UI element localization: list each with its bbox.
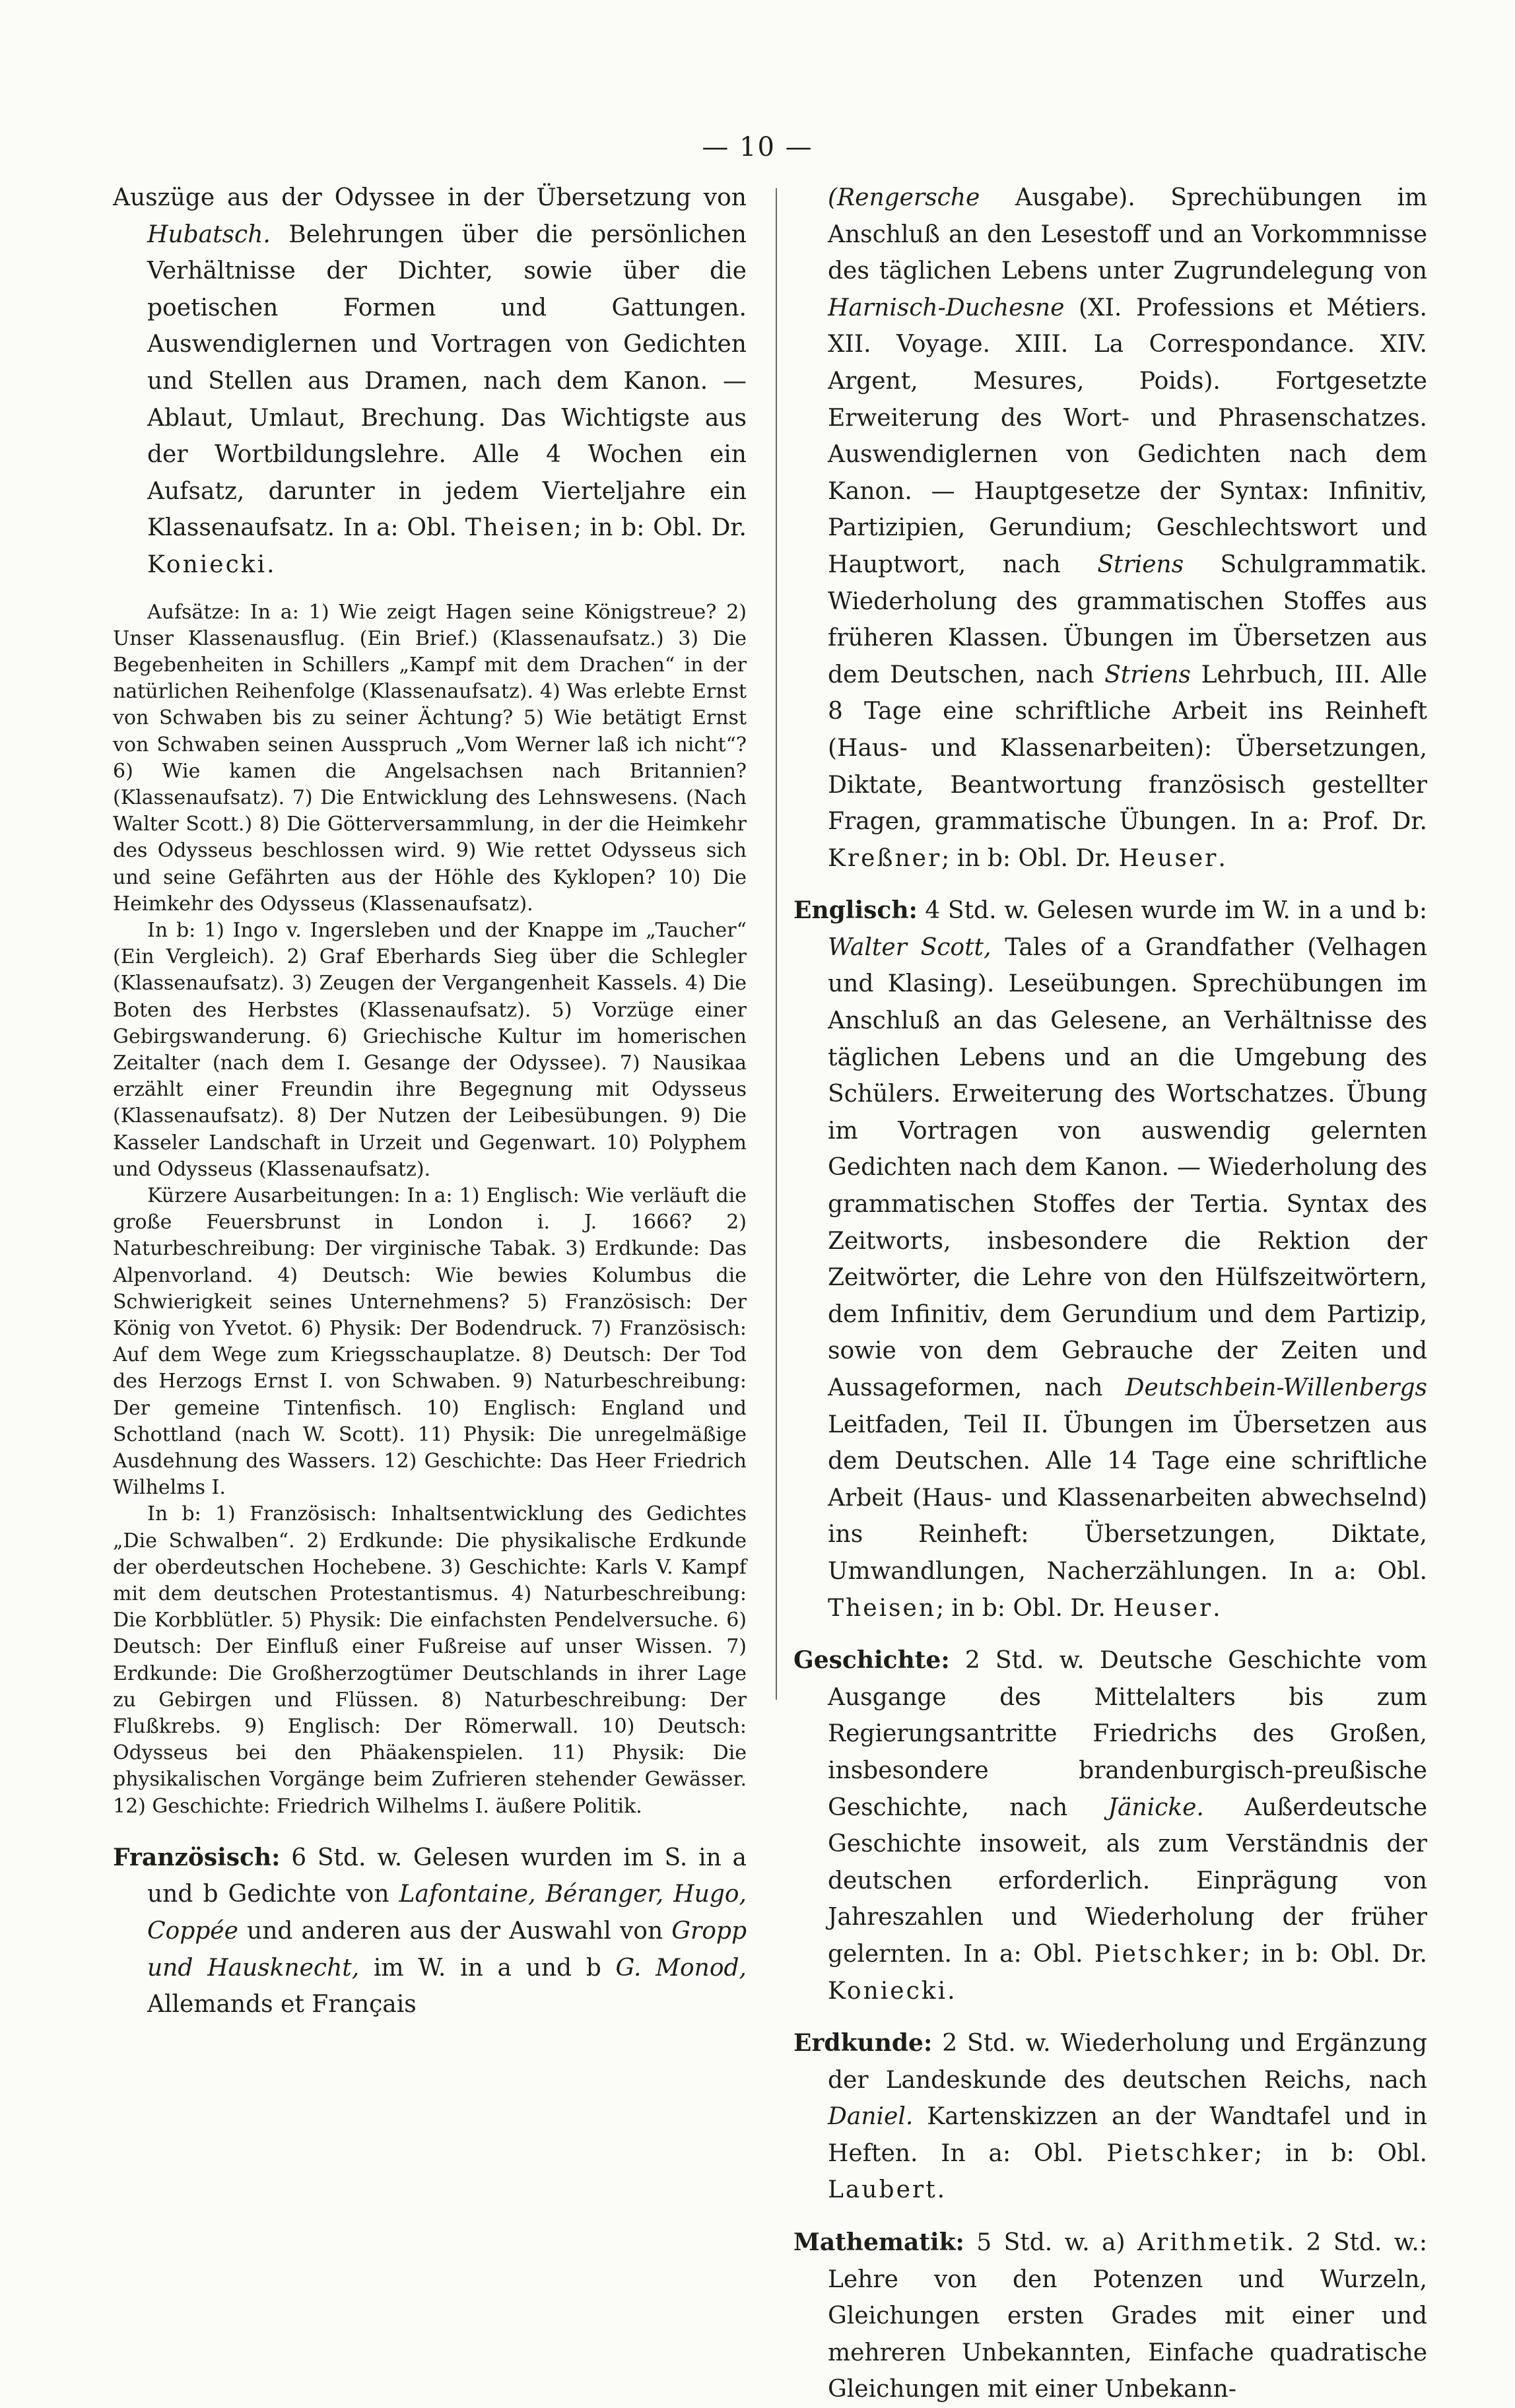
italic-text: G. Monod,	[615, 1954, 747, 1982]
column-divider	[776, 188, 777, 1700]
text-run: ; in b: Obl. Dr.	[1242, 1940, 1427, 1968]
text-run: ; in b: Obl.	[1254, 2139, 1427, 2167]
italic-text: Striens	[1097, 551, 1184, 578]
text-run: 6 Std. w. Gelesen wurden im S. in a und b Gedichte von	[147, 1844, 747, 1908]
italic-text: Deutschbein-Willenbergs	[1125, 1374, 1427, 1401]
text-run: im W. in a und b	[359, 1954, 616, 1982]
text-run: ; in b: Obl. Dr.	[573, 514, 747, 542]
italic-text: Walter Scott,	[828, 933, 992, 961]
italic-text: Gropp und Hausknecht,	[147, 1918, 747, 1982]
teacher-name: Koniecki	[147, 551, 267, 578]
text-run: .	[937, 2176, 945, 2204]
teacher-name: Laubert	[828, 2176, 937, 2204]
text-run: Kartenskizzen an der Wandtafel und in Heften. In a: Obl.	[828, 2103, 1427, 2167]
text-run: .	[267, 551, 275, 578]
italic-text: Harnisch-Duchesne	[828, 294, 1065, 321]
teacher-name: Theisen	[465, 514, 574, 542]
teacher-name: Heuser	[1118, 844, 1219, 872]
teacher-name: Theisen	[828, 1594, 936, 1622]
text-run: 4 Std. w. Gelesen wurde im W. in a und b:	[917, 897, 1427, 925]
text-run: Außerdeutsche Geschichte insoweit, als zum Verständnis der deutschen erforderlich. Einprägung von Jahreszahlen und Wiederholung der früher gelernten. In a: Obl.	[828, 1793, 1427, 1968]
text-run: .	[947, 1977, 955, 2005]
aufsaetze-class-a: Aufsätze: In a: 1) Wie zeigt Hagen seine Königstreue? 2) Unser Klassenausflug. (Ein Brief.) (Klassenaufsatz.) 3) Die Begebenheiten in Schillers „Kampf mit dem Drachen“ in der natürlichen Reihenfolge (Klassenaufsatz). 4) Was erlebte Ernst von Schwaben bis zu seiner Ächtung? 5) Wie betätigt Ernst von Schwaben seinen Ausspruch „Vom Werner laß ich nicht“? 6) Wie kamen die Angelsachsen nach Britannien? (Klassenaufsatz). 7) Die Entwicklung des Lehnswesens. (Nach Walter Scott.) 8) Die Götterversammlung, in der die Heimkehr des Odysseus beschlossen wird. 9) Wie rettet Odysseus sich und seine Gefährten aus der Höhle des Kyklopen? 10) Die Heimkehr des Odysseus (Klassenaufsatz).	[113, 600, 747, 916]
text-run: 2 Std. w. Deutsche Geschichte vom Ausgange des Mittelalters bis zum Regierungsantritte Friedrichs des Großen, insbesondere brandenburgisch-preußische Geschichte, nach	[828, 1647, 1427, 1821]
deutsch-paragraph	[113, 180, 747, 584]
teacher-name: Koniecki	[828, 1977, 948, 2005]
text-run: .	[1213, 1594, 1221, 1622]
mathematik-paragraph	[793, 2224, 1427, 2408]
italic-text: Jänicke.	[1108, 1793, 1204, 1821]
englisch-paragraph	[793, 892, 1427, 1626]
text-run: Leitfaden, Teil II. Übungen im Übersetzen aus dem Deutschen. Alle 14 Tage eine schriftliche Arbeit (Haus- und Klassenarbeiten abwechselnd) ins Reinheft: Übersetzungen, Diktate, Umwandlungen, Nacherzählungen. In a: Obl.	[828, 1411, 1427, 1585]
text-run: 2 Std. w. Wiederholung und Ergänzung der Landeskunde des deutschen Reichs, nach	[828, 2030, 1427, 2094]
text-run: und anderen aus der Auswahl von	[238, 1918, 672, 1945]
text-run: Belehrungen über die persönlichen Verhältnisse der Dichter, sowie über die poetischen Formen und Gattungen. Auswendiglernen und Vortragen von Gedichten und Stellen aus Dramen, nach dem Kanon. — Ablaut, Umlaut, Brechung. Das Wichtigste aus der Wortbildungslehre. Alle 4 Wochen ein Aufsatz, darunter in jedem Vierteljahre ein Klassenaufsatz. In a: Obl.	[147, 220, 747, 542]
text-run: Auszüge aus der Odyssee in der Übersetzung von	[113, 184, 747, 211]
text-run: . 2 Std. w.: Lehre von den Potenzen und Wurzeln, Gleichungen ersten Grades mit einer und mehreren Unbekannten, Einfache quadratische Gleichungen mit einer Unbekann-	[828, 2229, 1427, 2403]
italic-text: (Rengersche	[828, 184, 980, 211]
page-number: — 10 —	[702, 132, 813, 162]
teacher-name: Arithmetik	[1137, 2229, 1287, 2257]
text-run: ; in b: Obl. Dr.	[935, 1594, 1114, 1622]
text-run: Ausgabe). Sprechübungen im Anschluß an den Lesestoff und an Vorkommnisse des täglichen Lebens unter Zugrundelegung von	[828, 184, 1427, 285]
teacher-name: Kreßner	[828, 844, 942, 872]
subject-heading: Erdkunde:	[793, 2029, 933, 2057]
text-run: .	[1218, 844, 1226, 872]
kurze-ausarbeitungen-class-b: In b: 1) Französisch: Inhaltsentwicklung des Gedichtes „Die Schwalben“. 2) Erdkunde: Die physikalische Erdkunde der oberdeutschen Hochebene. 3) Geschichte: Karls V. Kampf mit dem deutschen Protestantismus. 4) Naturbeschreibung: Die Korbblütler. 5) Physik: Die einfachsten Pendelversuche. 6) Deutsch: Der Einfluß einer Fußreise auf unser Wissen. 7) Erdkunde: Die Großherzogtümer Deutschlands in ihrer Lage zu Gebirgen und Flüssen. 8) Naturbeschreibung: Der Flußkrebs. 9) Englisch: Der Römerwall. 10) Deutsch: Odysseus bei den Phäakenspielen. 11) Physik: Die physikalischen Vorgänge beim Zufrieren stehender Gewässer. 12) Geschichte: Friedrich Wilhelms I. äußere Politik.	[113, 1502, 747, 1818]
aufsaetze-class-b: In b: 1) Ingo v. Ingersleben und der Knappe im „Taucher“ (Ein Vergleich). 2) Graf Eberhards Sieg über die Schlegler (Klassenaufsatz). 3) Zeugen der Vergangenheit Kassels. 4) Die Boten des Herbstes (Klassenaufsatz). 5) Vorzüge einer Gebirgswanderung. 6) Griechische Kultur im homerischen Zeitalter (nach dem I. Gesange der Odyssee). 7) Nausikaa erzählt einer Freundin ihre Begegnung mit Odysseus (Klassenaufsatz). 8) Der Nutzen der Leibesübungen. 9) Die Kasseler Landschaft in Urzeit und Gegenwart. 10) Polyphem und Odysseus (Klassenaufsatz).	[113, 918, 747, 1181]
franzoesisch-continuation	[793, 180, 1427, 877]
franzoesisch-paragraph	[113, 1840, 747, 2023]
italic-text: Lafontaine, Béranger, Hugo, Coppée	[147, 1881, 747, 1945]
text-run: Allemands et Français	[147, 1991, 417, 2019]
subject-heading: Englisch:	[793, 896, 918, 925]
text-run: Tales of a Grandfather (Velhagen und Klasing). Leseübungen. Sprechübungen im Anschluß an das Gelesene, an Verhältnisse des täglichen Lebens und an die Umgebung des Schülers. Erweiterung des Wortschatzes. Übung im Vortragen von auswendig gelernten Gedichten nach dem Kanon. — Wiederholung des grammatischen Stoffes der Tertia. Syntax des Zeitworts, insbesondere die Rektion der Zeitwörter, die Lehre von den Hülfszeitwörtern, dem Infinitiv, dem Gerundium und dem Partizip, sowie von dem Gebrauche der Zeiten und Aussageformen, nach	[828, 933, 1427, 1401]
subject-heading: Mathematik:	[793, 2228, 964, 2257]
geschichte-paragraph	[793, 1642, 1427, 2009]
erdkunde-paragraph	[793, 2025, 1427, 2209]
text-run: (XI. Professions et Métiers. XII. Voyage. XIII. La Correspondance. XIV. Argent, Mesures, Poids). Fortgesetzte Erweiterung des Wort- und Phrasenschatzes. Auswendiglernen von Gedichten nach dem Kanon. — Hauptgesetze der Syntax: Infinitiv, Partizipien, Gerundium; Geschlechtswort und Hauptwort, nach	[828, 294, 1427, 578]
subject-heading: Französisch:	[113, 1843, 281, 1871]
text-run: 5 Std. w. a)	[964, 2229, 1138, 2257]
teacher-name: Pietschker	[1094, 1940, 1242, 1968]
italic-text: Daniel.	[828, 2103, 914, 2131]
text-run: Schulgrammatik. Wiederholung des grammatischen Stoffes aus früheren Klassen. Übungen im Übersetzen aus dem Deutschen, nach	[828, 551, 1427, 688]
italic-text: Hubatsch.	[147, 220, 271, 248]
left-column	[113, 180, 747, 2023]
italic-text: Striens	[1104, 661, 1191, 688]
kurze-ausarbeitungen-class-a: Kürzere Ausarbeitungen: In a: 1) Englisch: Wie verläuft die große Feuersbrunst in London i. J. 1666? 2) Naturbeschreibung: Der virginische Tabak. 3) Erdkunde: Das Alpenvorland. 4) Deutsch: Wie bewies Kolumbus die Schwierigkeit seines Unternehmens? 5) Französisch: Der König von Yvetot. 6) Physik: Der Bodendruck. 7) Französisch: Auf dem Wege zum Kriegsschauplatze. 8) Deutsch: Der Tod des Herzogs Ernst I. von Schwaben. 9) Naturbeschreibung: Der gemeine Tintenfisch. 10) Englisch: England und Schottland (nach W. Scott). 11) Physik: Die unregelmäßige Ausdehnung des Wassers. 12) Geschichte: Das Heer Friedrich Wilhelms I.	[113, 1184, 747, 1500]
text-run: Lehrbuch, III. Alle 8 Tage eine schriftliche Arbeit ins Reinheft (Haus- und Klassenarbeiten): Übersetzungen, Diktate, Beantwortung französisch gestellter Fragen, grammatische Übungen. In a: Prof. Dr.	[828, 661, 1427, 836]
teacher-name: Heuser	[1113, 1594, 1213, 1622]
text-run: ; in b: Obl. Dr.	[941, 844, 1119, 872]
teacher-name: Pietschker	[1106, 2139, 1254, 2167]
right-column	[793, 180, 1427, 2408]
subject-heading: Geschichte:	[793, 1646, 950, 1675]
